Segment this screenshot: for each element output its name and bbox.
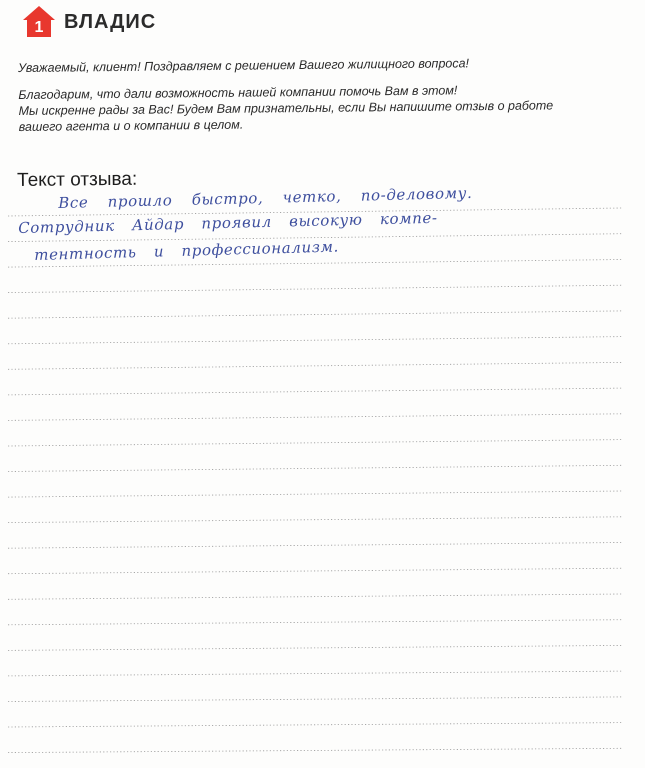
handwritten-review xyxy=(0,0,645,300)
brand-name: ВЛАДИС xyxy=(64,10,157,33)
ruled-line xyxy=(8,388,622,395)
ruled-line xyxy=(8,440,622,446)
thanks-line-3: вашего агента и о компании в целом. xyxy=(18,117,244,134)
thanks-line-2: Мы искренне рады за Вас! Будем Вам признательны, если Вы напишите отзыв о работе xyxy=(18,98,554,118)
ruled-line xyxy=(8,723,622,727)
ruled-line xyxy=(8,337,622,344)
ruled-line xyxy=(8,594,622,599)
handwritten-line-2: Сотрудник Айдар проявил высокую компе- xyxy=(18,208,438,237)
ruled-line xyxy=(8,671,622,676)
ruled-line xyxy=(8,414,622,421)
ruled-line xyxy=(8,465,622,471)
handwritten-line-3: тентность и профессионализм. xyxy=(34,237,340,264)
handwritten-line-1: Все прошло быстро, четко, по-деловому. xyxy=(58,183,473,212)
ruled-line xyxy=(8,620,622,625)
ruled-line xyxy=(8,362,622,369)
ruled-line xyxy=(8,311,622,318)
ruled-line xyxy=(8,748,622,752)
ruled-line xyxy=(8,568,622,574)
ruled-line xyxy=(8,645,622,650)
ruled-line xyxy=(8,543,622,549)
review-heading: Текст отзыва: xyxy=(17,168,138,191)
ruled-line xyxy=(8,697,622,702)
logo-digit: 1 xyxy=(34,19,44,36)
greeting-text: Уважаемый, клиент! Поздравляем с решением Вашего жилищного вопроса! xyxy=(18,56,470,75)
thanks-line-1: Благодарим, что дали возможность нашей компании помочь Вам в этом! xyxy=(18,83,458,102)
ruled-line xyxy=(8,491,622,497)
ruled-line xyxy=(8,517,622,523)
